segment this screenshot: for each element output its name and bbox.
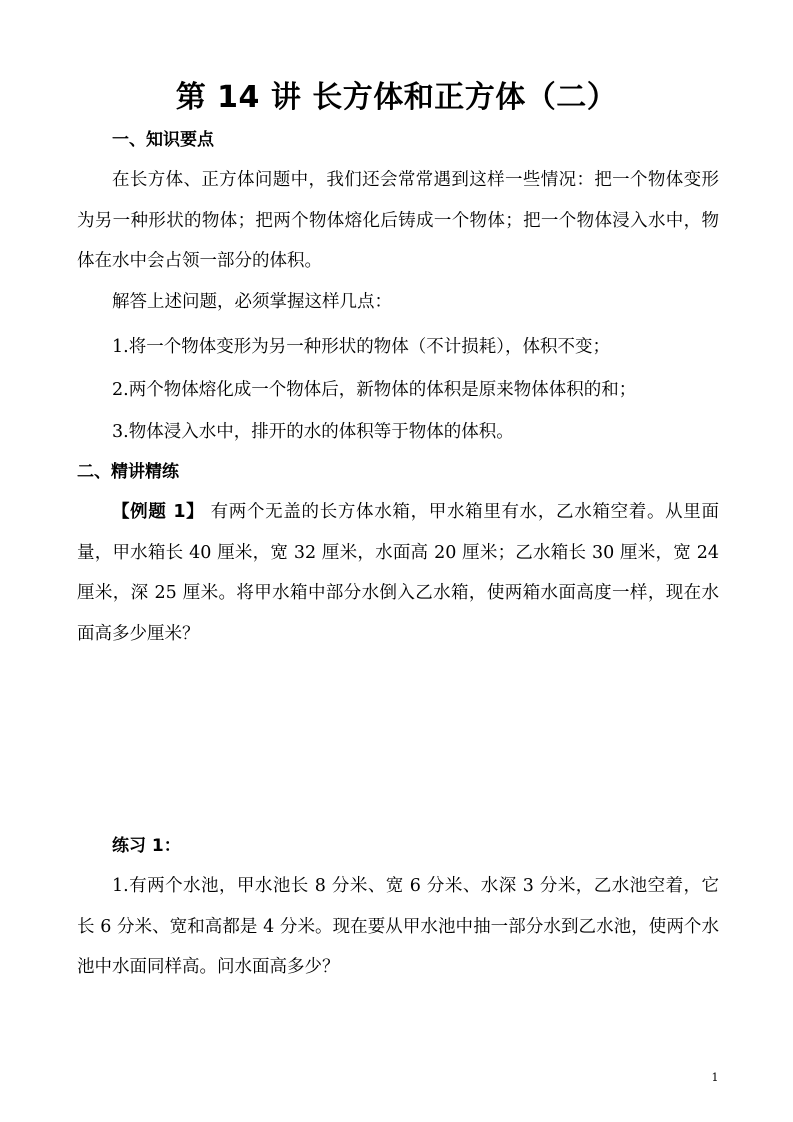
key-point-1: 1.将一个物体变形为另一种形状的物体（不计损耗），体积不变； <box>112 337 610 357</box>
practice-1-heading: 练习 1： <box>112 836 181 856</box>
lesson-title: 第 14 讲 长方体和正方体（二） <box>175 80 618 115</box>
example-1-paragraph <box>77 492 719 654</box>
page-number: 1 <box>711 1071 719 1084</box>
section-heading-practice: 二、精讲精练 <box>77 462 179 482</box>
lead-sentence: 解答上述问题，必须掌握这样几点： <box>112 292 392 312</box>
example-1-label: 【例题 1】 <box>112 502 205 522</box>
practice-1-item-1: 1.有两个水池，甲水池长 8 分米、宽 6 分米、水深 3 分米，乙水池空着，它长 6 分米、宽和高都是 4 分米。现在要从甲水池中抽一部分水到乙水池，使两个水池中水面同样高。问水面高多少？ <box>77 876 719 977</box>
key-point-2: 2.两个物体熔化成一个物体后，新物体的体积是原来物体体积的和； <box>112 380 637 400</box>
section-heading-knowledge-points: 一、知识要点 <box>112 130 214 150</box>
example-1-text: 有两个无盖的长方体水箱，甲水箱里有水，乙水箱空着。从里面量，甲水箱长 40 厘米，宽 32 厘米，水面高 20 厘米；乙水箱长 30 厘米，宽 24 厘米，深 25 厘米。将甲水箱中部分水倒入乙水箱，使两箱水面高度一样，现在水面高多少厘米？ <box>77 502 719 644</box>
intro-paragraph: 在长方体、正方体问题中，我们还会常常遇到这样一些情况：把一个物体变形为另一种形状的物体；把两个物体熔化后铸成一个物体；把一个物体浸入水中，物体在水中会占领一部分的体积。 <box>77 170 719 271</box>
key-point-3: 3.物体浸入水中，排开的水的体积等于物体的体积。 <box>112 422 514 442</box>
